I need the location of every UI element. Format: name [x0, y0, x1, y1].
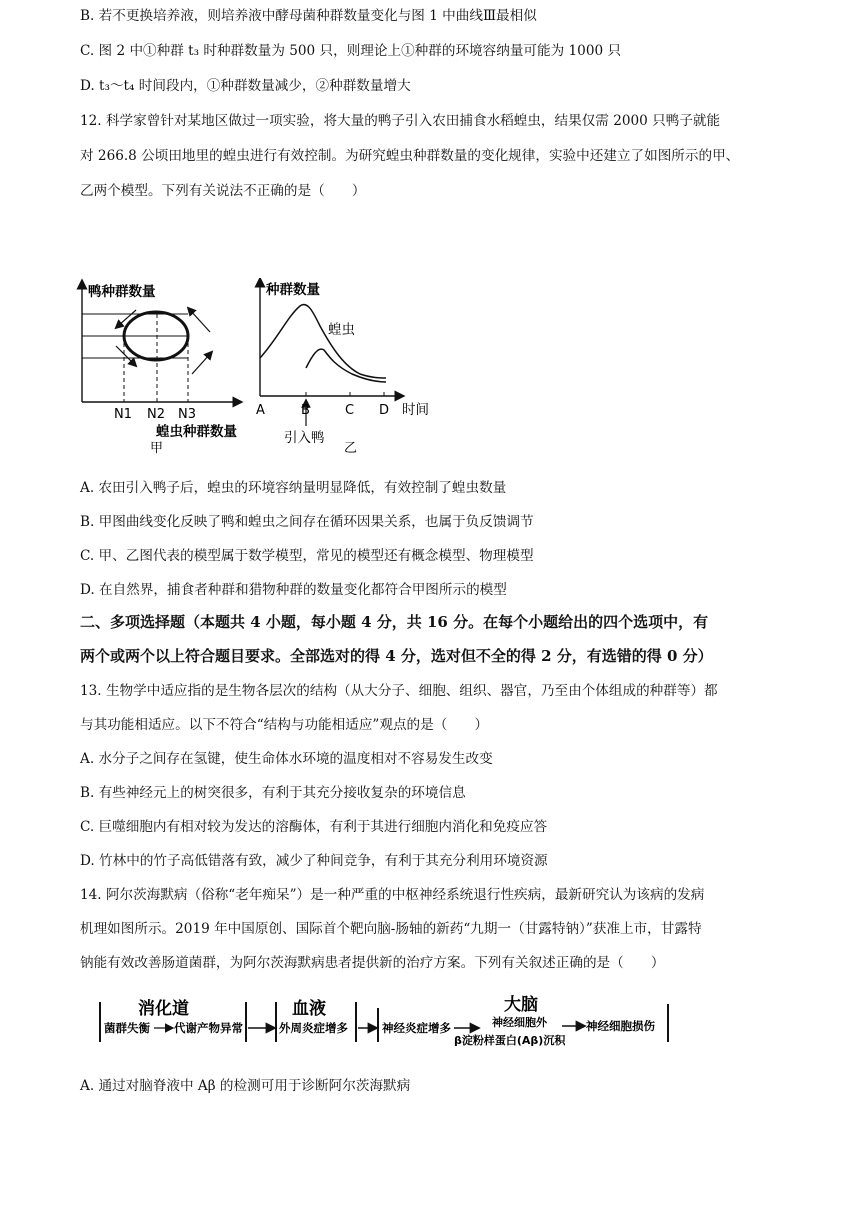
flow-item-neuron-damage: 神经细胞损伤 — [586, 1019, 655, 1033]
q11-option-b: B. 若不更换培养液，则培养液中酵母菌种群数量变化与图 1 中曲线Ⅲ最相似 — [80, 8, 537, 24]
q12-stem-line-2: 对 266.8 公顷田地里的蝗虫进行有效控制。为研究蝗虫种群数量的变化规律，实验中还建立了如图所示的甲、 — [80, 148, 740, 164]
fig-jia-tick-n1: N1 — [114, 407, 132, 422]
figure-jia — [70, 278, 250, 463]
fig-yi-xlabel: 时间 — [402, 402, 429, 418]
flow-header-blood: 血液 — [292, 999, 326, 1019]
fig-yi-tick-b: B — [301, 403, 310, 418]
fig-jia-caption: 甲 — [150, 441, 164, 456]
fig-jia-xlabel: 蝗虫种群数量 — [156, 424, 237, 440]
q14-stem-line-3: 钠能有效改善肠道菌群，为阿尔茨海默病患者提供新的治疗方案。下列有关叙述正确的是（ ） — [80, 955, 665, 971]
fig-yi-series-label: 蝗虫 — [328, 322, 355, 338]
q12-stem-line-1: 12. 科学家曾针对某地区做过一项实验，将大量的鸭子引入农田捕食水稻蝗虫，结果仅需 2000 只鸭子就能 — [80, 113, 721, 129]
fig-yi-locust-curve — [260, 305, 386, 378]
section-2-heading-line-1: 二、多项选择题（本题共 4 小题，每小题 4 分，共 16 分。在每个小题给出的四个选项中，有 — [80, 613, 709, 631]
q13-stem-line-1: 13. 生物学中适应指的是生物各层次的结构（从大分子、细胞、组织、器官，乃至由个体组成的种群等）都 — [80, 683, 718, 699]
q14-option-a: A. 通过对脑脊液中 Aβ 的检测可用于诊断阿尔茨海默病 — [80, 1078, 411, 1094]
flow-header-brain: 大脑 — [504, 995, 538, 1015]
fig-yi-caption: 乙 — [344, 441, 358, 456]
fig-yi-tick-a: A — [256, 403, 265, 418]
q12-option-a: A. 农田引入鸭子后，蝗虫的环境容纳量明显降低，有效控制了蝗虫数量 — [80, 480, 507, 496]
q13-option-b: B. 有些神经元上的树突很多，有利于其充分接收复杂的环境信息 — [80, 785, 466, 801]
fig-jia-tick-n3: N3 — [178, 407, 196, 422]
pathogenesis-flow-diagram — [96, 990, 676, 1060]
q12-option-d: D. 在自然界，捕食者种群和猎物种群的数量变化都符合甲图所示的模型 — [80, 582, 507, 598]
q12-option-b: B. 甲图曲线变化反映了鸭和蝗虫之间存在循环因果关系，也属于负反馈调节 — [80, 514, 534, 530]
flow-item-peripheral-inflammation: 外周炎症增多 — [279, 1021, 348, 1035]
q13-stem-line-2: 与其功能相适应。以下不符合“结构与功能相适应”观点的是（ ） — [80, 717, 489, 733]
q13-option-a: A. 水分子之间存在氢键，使生命体水环境的温度相对不容易发生改变 — [80, 751, 493, 767]
fig-yi-tick-d: D — [379, 403, 390, 418]
q12-stem-line-3: 乙两个模型。下列有关说法不正确的是（ ） — [80, 183, 366, 199]
q13-option-d: D. 竹林中的竹子高低错落有致，减少了种间竞争，有利于其充分利用环境资源 — [80, 853, 548, 869]
q14-stem-line-2: 机理如图所示。2019 年中国原创、国际首个靶向脑-肠轴的新药“九期一（甘露特钠）”获准上市，甘露特 — [80, 921, 702, 937]
flow-item-neuro-inflammation: 神经炎症增多 — [382, 1021, 451, 1035]
fig-yi-ylabel: 种群数量 — [266, 282, 320, 298]
q12-option-c: C. 甲、乙图代表的模型属于数学模型，常见的模型还有概念模型、物理模型 — [80, 548, 534, 564]
flow-header-digestive: 消化道 — [138, 999, 189, 1019]
fig-yi-tick-c: C — [345, 403, 355, 418]
figure-yi — [248, 278, 448, 463]
flow-item-abeta-deposit: β淀粉样蛋白(Aβ)沉积 — [454, 1034, 566, 1047]
q13-option-c: C. 巨噬细胞内有相对较为发达的溶酶体，有利于其进行细胞内消化和免疫应答 — [80, 819, 548, 835]
q14-stem-line-1: 14. 阿尔茨海默病（俗称“老年痴呆”）是一种严重的中枢神经系统退行性疾病，最新研究认为该病的发病 — [80, 887, 705, 903]
flow-item-metabolite-abnormal: 代谢产物异常 — [174, 1021, 243, 1035]
section-2-heading-line-2: 两个或两个以上符合题目要求。全部选对的得 4 分，选对但不全的得 2 分，有选错的得 0 分） — [80, 647, 713, 665]
flow-item-flora-imbalance: 菌群失衡 — [104, 1021, 150, 1035]
fig-jia-ylabel: 鸭种群数量 — [88, 284, 156, 300]
fig-yi-arrow-label: 引入鸭 — [284, 430, 325, 446]
flow-item-extracellular: 神经细胞外 — [492, 1016, 547, 1029]
q11-option-c: C. 图 2 中①种群 t₃ 时种群数量为 500 只，则理论上①种群的环境容纳量可能为 1000 只 — [80, 43, 622, 59]
fig-jia-tick-n2: N2 — [147, 407, 165, 422]
q11-option-d: D. t₃～t₄ 时间段内，①种群数量减少，②种群数量增大 — [80, 78, 411, 94]
